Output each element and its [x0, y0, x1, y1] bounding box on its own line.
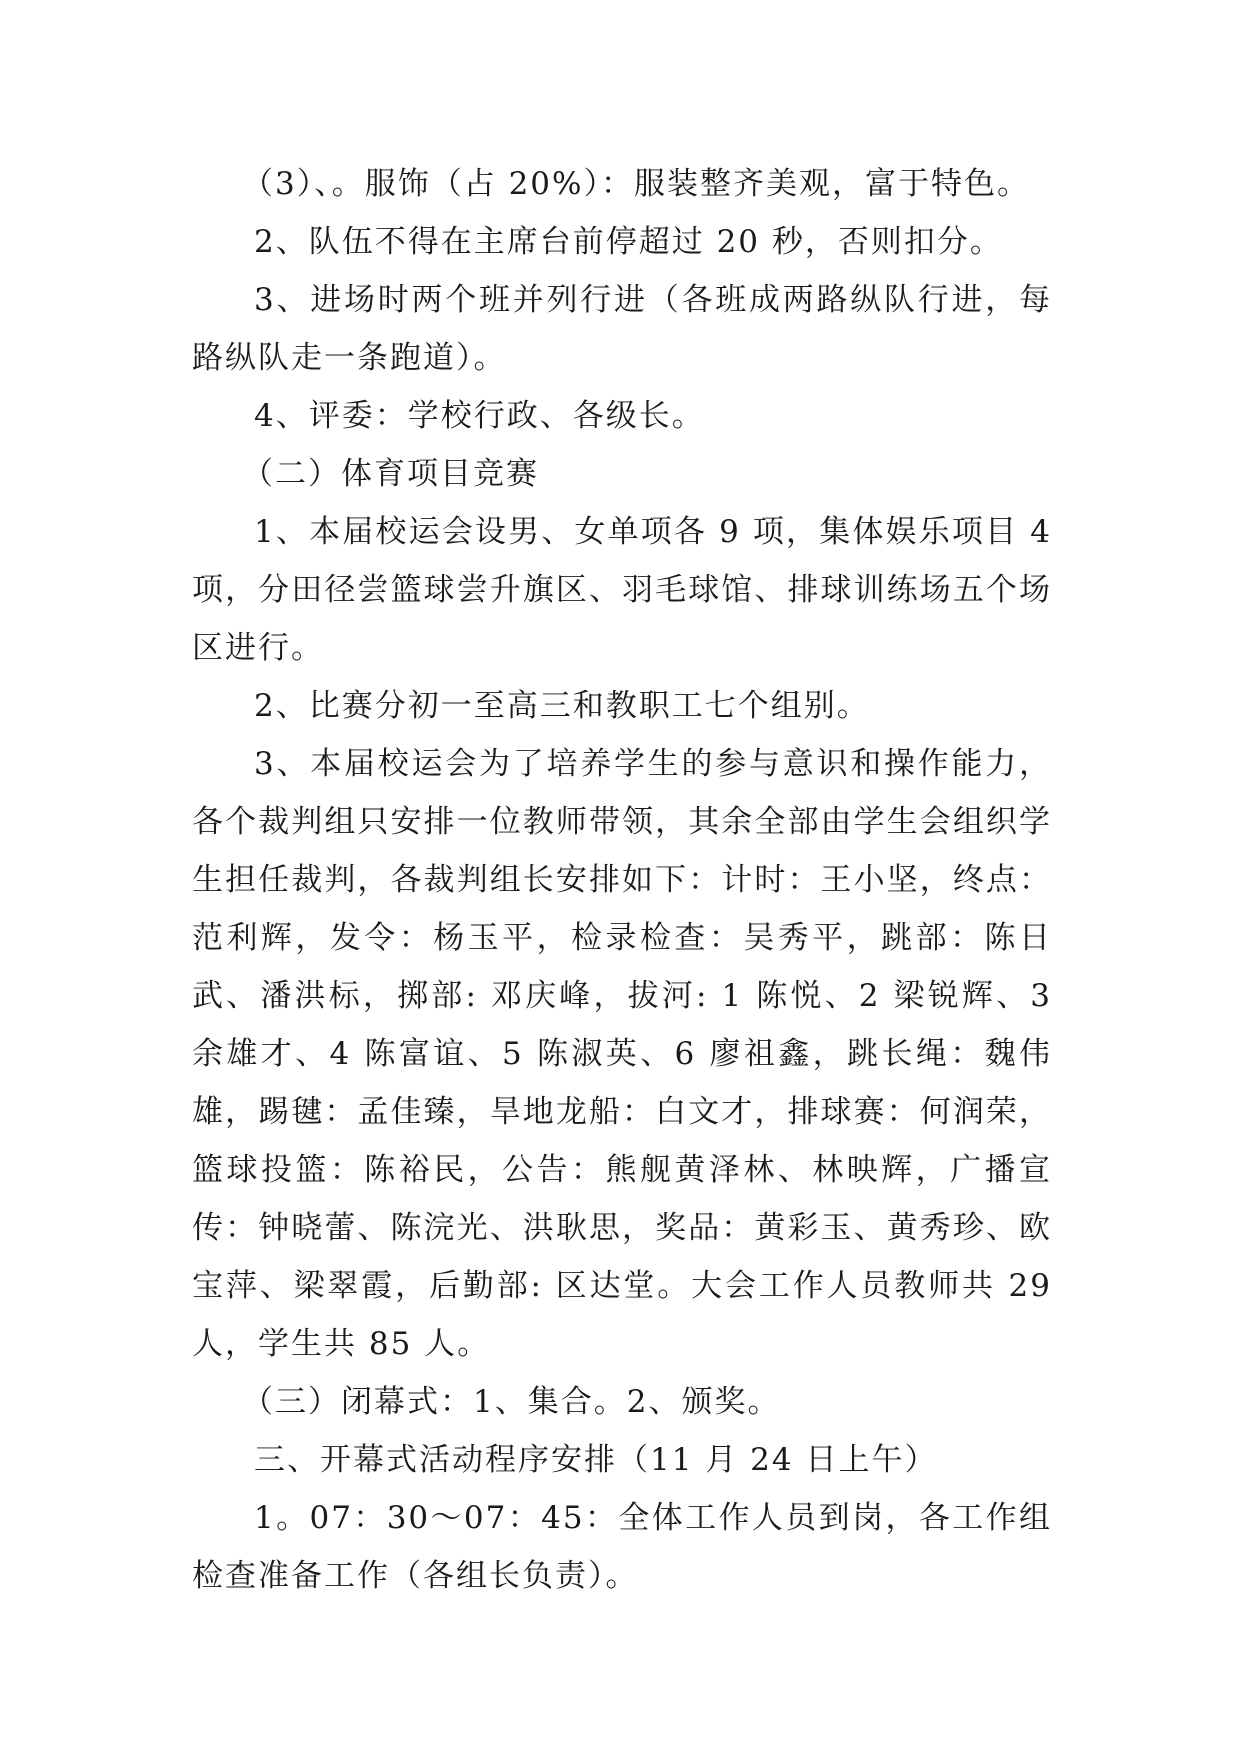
paragraph: （3）、。服饰（占 20%）：服装整齐美观，富于特色。: [242, 166, 1030, 202]
paragraph: 3、本届校运会为了培养学生的参与意识和操作能力，各个裁判组只安排一位教师带领，其余全部由学生会组织学生担任裁判，各裁判组长安排如下：计时：王小坚，终点：范利辉，发令：杨玉平，检录检查：吴秀平，跳部：陈日武、潘洪标，掷部: 邓庆峰，拔河: 1 陈悦、2 梁锐辉、3 余雄才、4 陈富谊、5 陈淑英、6 廖祖鑫，跳长绳：魏伟雄，踢毽：孟佳臻，旱地龙船：白文才，排球赛：何润荣，篮球投篮：陈裕民，公告：熊舰黄泽林、林映辉，广播宣传：钟晓蕾、陈浣光、洪耿思，奖品：黄彩玉、黄秀珍、欧宝萍、梁翠霞，后勤部: 区达堂。大会工作人员教师共 29 人，学生共 85 人。: [192, 746, 1052, 1362]
paragraph: 1、本届校运会设男、女单项各 9 项，集体娱乐项目 4 项，分田径尝篮球尝升旗区、羽毛球馆、排球训练场五个场区进行。: [192, 514, 1052, 666]
paragraph: 2、队伍不得在主席台前停超过 20 秒，否则扣分。: [254, 224, 1003, 260]
document-body: [192, 155, 1052, 1605]
section-heading: （二）体育项目竞赛: [242, 456, 539, 492]
section-heading: 三、开幕式活动程序安排（11 月 24 日上午）: [254, 1442, 938, 1478]
paragraph: 1。07：30～07：45：全体工作人员到岗，各工作组检查准备工作（各组长负责）。: [192, 1500, 1052, 1594]
paragraph: 4、评委：学校行政、各级长。: [254, 398, 705, 434]
paragraph: 3、进场时两个班并列行进（各班成两路纵队行进，每路纵队走一条跑道）。: [192, 282, 1052, 376]
paragraph: 2、比赛分初一至高三和教职工七个组别。: [254, 688, 870, 724]
section-heading: （三）闭幕式：1、集合。2、颁奖。: [242, 1384, 781, 1420]
